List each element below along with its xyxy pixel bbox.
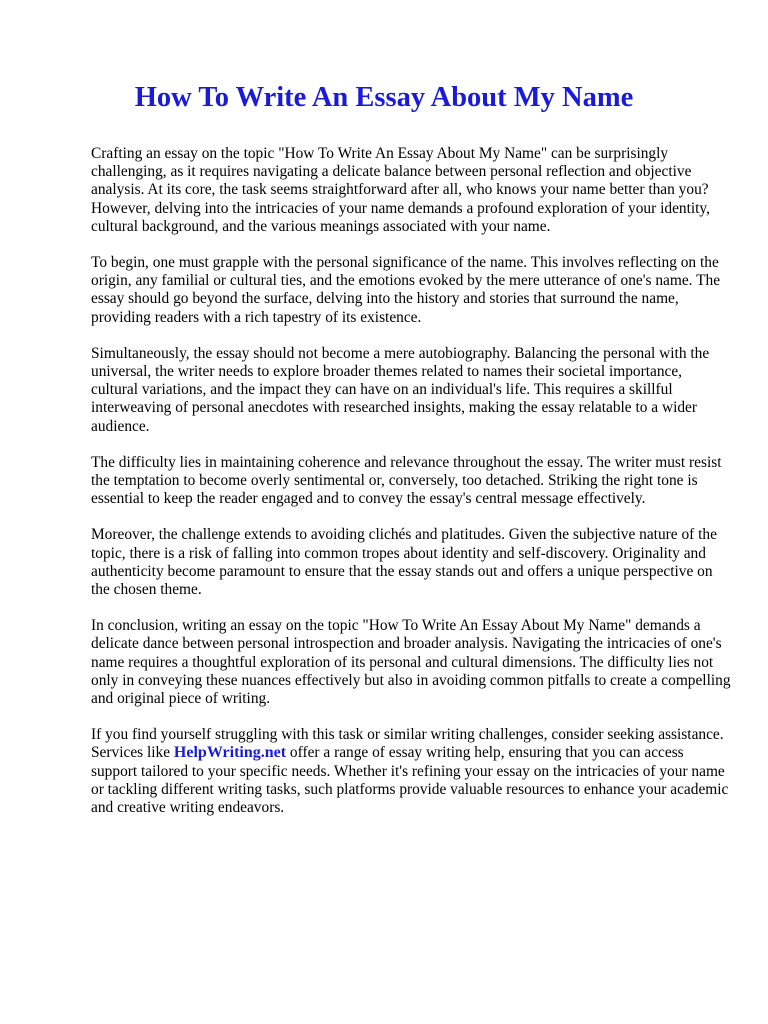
paragraph-intro: Crafting an essay on the topic "How To Write An Essay About My Name" can be surprisingly challenging, as it requires navigating a delicate balance between personal reflection and objective analysis. At its core, the task seems straightforward after all, who knows your name better than you? However, delving into the intricacies of your name demands a profound exploration of your identity, cultural background, and the various meanings associated with your name. bbox=[91, 145, 710, 235]
page-title: How To Write An Essay About My Name bbox=[134, 82, 634, 113]
assistance-text-after-link: offer a range of essay writing help, ensuring that you can access support tailored to your specific needs. Whether it's refining your essay on the intricacies of your name or tackling different writing tasks, such platforms provide valuable resources to enhance your academic and creative writing endeavors. bbox=[91, 744, 729, 817]
paragraph-personal-significance: To begin, one must grapple with the personal significance of the name. This involves reflecting on the origin, any familial or cultural ties, and the emotions evoked by the mere utterance of one's name. The essay should go beyond the surface, delving into the history and stories that surround the name, providing readers with a rich tapestry of its existence. bbox=[91, 254, 721, 326]
paragraph-cliches: Moreover, the challenge extends to avoiding clichés and platitudes. Given the subjective nature of the topic, there is a risk of falling into common tropes about identity and self-discovery. Originality and authenticity become paramount to ensure that the essay stands out and offers a unique perspective on the chosen theme. bbox=[91, 526, 717, 599]
paragraph-coherence: The difficulty lies in maintaining coherence and relevance throughout the essay. The writer must resist the temptation to become overly sentimental or, conversely, too detached. Striking the right tone is essential to keep the reader engaged and to convey the essay's central message effectively. bbox=[91, 453, 722, 508]
essay-body bbox=[91, 145, 731, 835]
helpwriting-link[interactable]: HelpWriting.net bbox=[173, 744, 287, 762]
assistance-text-before-link: If you find yourself struggling with this task or similar writing challenges, consider seeking assistance. Services like bbox=[91, 726, 724, 762]
paragraph-conclusion: In conclusion, writing an essay on the topic "How To Write An Essay About My Name" demands a delicate dance between personal introspection and broader analysis. Navigating the intricacies of one's name requires a thoughtful exploration of its personal and cultural dimensions. The difficulty lies not only in conveying these nuances effectively but also in avoiding common pitfalls to create a compelling and original piece of writing. bbox=[91, 617, 731, 708]
paragraph-assistance bbox=[91, 726, 731, 817]
paragraph-universal-themes: Simultaneously, the essay should not become a mere autobiography. Balancing the personal with the universal, the writer needs to explore broader themes related to names their societal importance, cultural variations, and the impact they can have on an individual's life. This requires a skillful interweaving of personal anecdotes with researched insights, making the essay relatable to a wider audience. bbox=[91, 344, 710, 435]
